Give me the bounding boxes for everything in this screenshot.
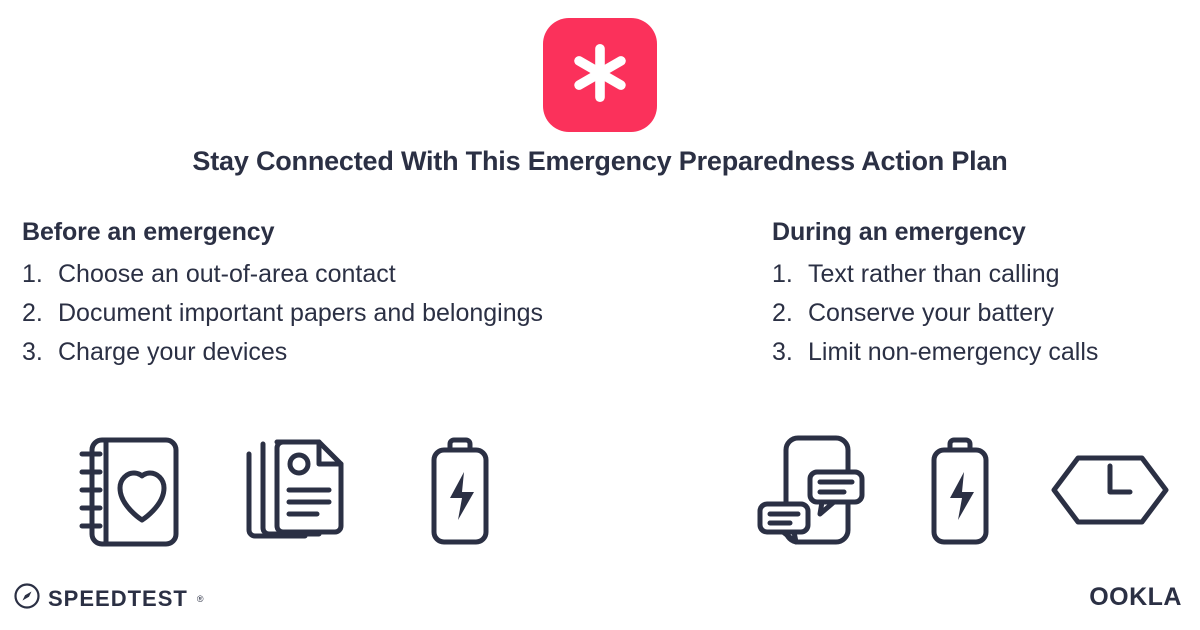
documents-stack-icon xyxy=(225,420,365,560)
battery-charging-icon xyxy=(890,420,1030,560)
list-item xyxy=(22,255,742,294)
notebook-heart-icon xyxy=(60,420,200,560)
icon-row-before-emergency xyxy=(60,420,530,560)
list-item-number: 1. xyxy=(772,260,793,288)
list-item-label: Charge your devices xyxy=(58,338,288,366)
list-item-number: 2. xyxy=(22,299,43,327)
list-item-label: Choose an out-of-area contact xyxy=(58,260,396,288)
list-item-label: Limit non-emergency calls xyxy=(808,338,1099,366)
ookla-wordmark: OOKLA xyxy=(1089,583,1182,611)
list-item-label: Conserve your battery xyxy=(808,299,1054,327)
speedtest-gauge-icon xyxy=(14,583,40,614)
list-item-number: 1. xyxy=(22,260,43,288)
list-item xyxy=(772,255,1192,294)
speedtest-wordmark: SPEEDTEST xyxy=(48,585,188,611)
speedtest-footer-logo xyxy=(14,583,203,614)
list-during-emergency xyxy=(772,255,1192,372)
list-item xyxy=(22,333,742,372)
trademark-symbol: ® xyxy=(196,593,204,604)
list-item xyxy=(772,294,1192,333)
icon-row-during-emergency xyxy=(740,420,1180,560)
column-during-emergency xyxy=(772,218,1192,372)
column-before-emergency xyxy=(22,218,742,372)
list-item xyxy=(22,294,742,333)
badge-container xyxy=(0,18,1200,132)
list-before-emergency xyxy=(22,255,742,372)
ookla-footer-logo xyxy=(1089,583,1182,612)
list-item-number: 3. xyxy=(22,338,43,366)
asterisk-icon xyxy=(567,40,633,111)
list-item-number: 2. xyxy=(772,299,793,327)
list-item-label: Text rather than calling xyxy=(808,260,1060,288)
list-item xyxy=(772,333,1192,372)
list-item-label: Document important papers and belongings xyxy=(58,299,544,327)
battery-charging-icon xyxy=(390,420,530,560)
speedtest-badge xyxy=(543,18,657,132)
column-heading: Before an emergency xyxy=(22,218,275,246)
column-heading: During an emergency xyxy=(772,218,1026,246)
clock-hexagon-icon xyxy=(1040,420,1180,560)
page-title: Stay Connected With This Emergency Preparedness Action Plan xyxy=(192,146,1008,176)
phone-message-icon xyxy=(740,420,880,560)
list-item-number: 3. xyxy=(772,338,793,366)
